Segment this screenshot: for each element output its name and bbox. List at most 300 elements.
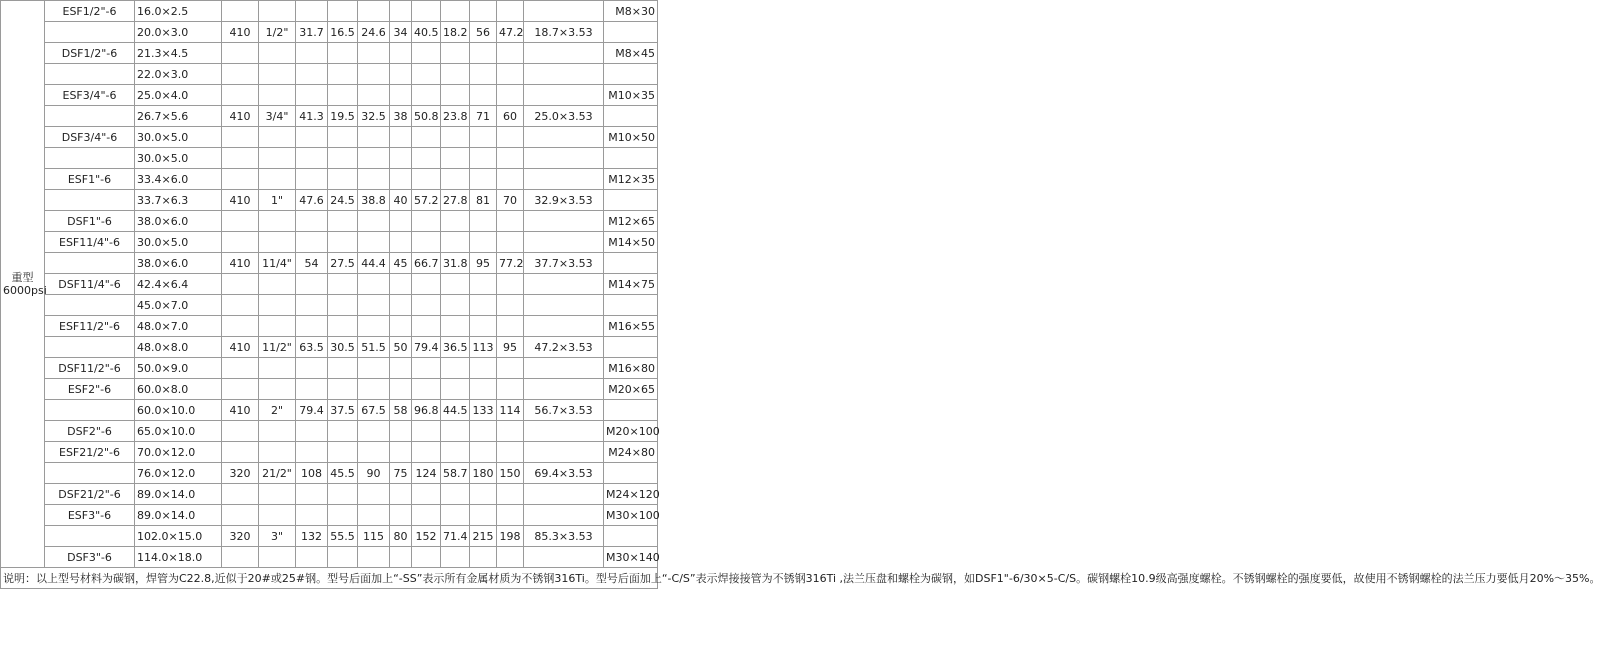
dim-cell [390, 316, 412, 337]
dim-cell [296, 274, 328, 295]
dim-cell [358, 127, 390, 148]
dim-cell: 18.7×3.53 [524, 22, 604, 43]
dim-cell [390, 232, 412, 253]
dim-cell [524, 379, 604, 400]
pipe-size-cell: 33.7×6.3 [135, 190, 222, 211]
pipe-size-cell: 76.0×12.0 [135, 463, 222, 484]
model-cell: DSF3"-6 [45, 547, 135, 568]
table-row [1, 64, 658, 85]
dim-cell: 47.2 [497, 22, 524, 43]
dim-cell [328, 85, 358, 106]
dim-cell [328, 232, 358, 253]
dim-cell [222, 211, 259, 232]
dim-cell: 215 [470, 526, 497, 547]
dim-cell: 40 [390, 190, 412, 211]
dim-cell: 23.8 [441, 106, 470, 127]
dim-cell [296, 316, 328, 337]
dim-cell [222, 64, 259, 85]
dim-cell: 36.5 [441, 337, 470, 358]
dim-cell: 90 [358, 463, 390, 484]
dim-cell [358, 484, 390, 505]
dim-cell: 81 [470, 190, 497, 211]
dim-cell: 25.0×3.53 [524, 106, 604, 127]
dim-cell [497, 211, 524, 232]
model-cell [45, 463, 135, 484]
dim-cell: 3/4" [259, 106, 296, 127]
dim-cell [412, 274, 441, 295]
dim-cell [412, 358, 441, 379]
model-cell: DSF2"-6 [45, 421, 135, 442]
dim-cell [497, 232, 524, 253]
dim-cell [296, 43, 328, 64]
dim-cell: 30.5 [328, 337, 358, 358]
dim-cell: 152 [412, 526, 441, 547]
dim-cell [222, 442, 259, 463]
dim-cell [358, 379, 390, 400]
dim-cell [441, 379, 470, 400]
dim-cell [470, 1, 497, 22]
model-cell [45, 106, 135, 127]
dim-cell [497, 505, 524, 526]
dim-cell [524, 505, 604, 526]
pipe-size-cell: 42.4×6.4 [135, 274, 222, 295]
dim-cell [497, 379, 524, 400]
bolt-cell: M12×65 [604, 211, 658, 232]
dim-cell [328, 484, 358, 505]
dim-cell [524, 274, 604, 295]
dim-cell: 410 [222, 253, 259, 274]
bolt-cell: M20×100 [604, 421, 658, 442]
dim-cell [497, 64, 524, 85]
note-row [1, 568, 658, 589]
table-row [1, 211, 658, 232]
table-row [1, 505, 658, 526]
dim-cell [470, 316, 497, 337]
dim-cell [222, 232, 259, 253]
dim-cell [390, 505, 412, 526]
dim-cell [497, 1, 524, 22]
pipe-size-cell: 70.0×12.0 [135, 442, 222, 463]
dim-cell: 45 [390, 253, 412, 274]
table-row [1, 22, 658, 43]
dim-cell [296, 169, 328, 190]
dim-cell [524, 421, 604, 442]
dim-cell [412, 442, 441, 463]
dim-cell: 56.7×3.53 [524, 400, 604, 421]
dim-cell [390, 148, 412, 169]
dim-cell: 27.8 [441, 190, 470, 211]
dim-cell [390, 421, 412, 442]
bolt-cell [604, 400, 658, 421]
dim-cell [390, 1, 412, 22]
dim-cell [441, 64, 470, 85]
dim-cell: 71.4 [441, 526, 470, 547]
dim-cell [497, 316, 524, 337]
table-row [1, 463, 658, 484]
dim-cell: 54 [296, 253, 328, 274]
dim-cell [358, 148, 390, 169]
dim-cell [524, 547, 604, 568]
dim-cell [222, 484, 259, 505]
dim-cell [524, 211, 604, 232]
dim-cell: 47.2×3.53 [524, 337, 604, 358]
dim-cell [358, 169, 390, 190]
dim-cell [222, 379, 259, 400]
dim-cell [222, 169, 259, 190]
dim-cell: 60 [497, 106, 524, 127]
bolt-cell: M10×35 [604, 85, 658, 106]
dim-cell: 31.8 [441, 253, 470, 274]
dim-cell: 79.4 [412, 337, 441, 358]
model-cell: DSF21/2"-6 [45, 484, 135, 505]
dim-cell [296, 85, 328, 106]
pipe-size-cell: 20.0×3.0 [135, 22, 222, 43]
model-cell [45, 253, 135, 274]
dim-cell [259, 148, 296, 169]
pipe-size-cell: 50.0×9.0 [135, 358, 222, 379]
dim-cell [328, 295, 358, 316]
dim-cell [470, 421, 497, 442]
bolt-cell [604, 22, 658, 43]
dim-cell: 410 [222, 106, 259, 127]
bolt-cell: M16×80 [604, 358, 658, 379]
bolt-cell [604, 337, 658, 358]
dim-cell [470, 169, 497, 190]
dim-cell [328, 547, 358, 568]
pipe-size-cell: 38.0×6.0 [135, 253, 222, 274]
pipe-size-cell: 89.0×14.0 [135, 505, 222, 526]
dim-cell [358, 85, 390, 106]
dim-cell [412, 505, 441, 526]
bolt-cell: M8×45 [604, 43, 658, 64]
dim-cell: 38.8 [358, 190, 390, 211]
dim-cell [259, 421, 296, 442]
dim-cell [259, 379, 296, 400]
dim-cell [296, 421, 328, 442]
dim-cell: 63.5 [296, 337, 328, 358]
dim-cell [358, 421, 390, 442]
dim-cell [328, 505, 358, 526]
dim-cell: 34 [390, 22, 412, 43]
bolt-cell: M20×65 [604, 379, 658, 400]
dim-cell: 410 [222, 337, 259, 358]
model-cell [45, 148, 135, 169]
dim-cell: 37.5 [328, 400, 358, 421]
model-cell: DSF1"-6 [45, 211, 135, 232]
dim-cell [441, 316, 470, 337]
dim-cell: 3" [259, 526, 296, 547]
dim-cell [412, 547, 441, 568]
dim-cell: 71 [470, 106, 497, 127]
dim-cell [328, 127, 358, 148]
table-row [1, 379, 658, 400]
dim-cell [390, 64, 412, 85]
dim-cell [524, 148, 604, 169]
pipe-size-cell: 48.0×8.0 [135, 337, 222, 358]
table-row [1, 169, 658, 190]
dim-cell [441, 421, 470, 442]
dim-cell [441, 358, 470, 379]
dim-cell: 180 [470, 463, 497, 484]
dim-cell [441, 1, 470, 22]
dim-cell [497, 547, 524, 568]
table-row [1, 274, 658, 295]
dim-cell: 55.5 [328, 526, 358, 547]
dim-cell [497, 85, 524, 106]
table-row [1, 1, 658, 22]
dim-cell [222, 127, 259, 148]
dim-cell [412, 421, 441, 442]
dim-cell [259, 295, 296, 316]
pipe-size-cell: 60.0×8.0 [135, 379, 222, 400]
dim-cell [497, 169, 524, 190]
pipe-size-cell: 26.7×5.6 [135, 106, 222, 127]
model-cell: ESF3/4"-6 [45, 85, 135, 106]
dim-cell: 410 [222, 400, 259, 421]
dim-cell [296, 547, 328, 568]
dim-cell [441, 232, 470, 253]
model-cell [45, 64, 135, 85]
dim-cell [470, 484, 497, 505]
bolt-cell: M10×50 [604, 127, 658, 148]
dim-cell: 58.7 [441, 463, 470, 484]
dim-cell [328, 169, 358, 190]
pressure-class-sublabel: 6000psi [3, 284, 47, 297]
model-cell [45, 337, 135, 358]
model-cell: DSF1/2"-6 [45, 43, 135, 64]
dim-cell: 27.5 [328, 253, 358, 274]
dim-cell [412, 316, 441, 337]
table-row [1, 358, 658, 379]
dim-cell: 1/2" [259, 22, 296, 43]
dim-cell: 132 [296, 526, 328, 547]
dim-cell: 38 [390, 106, 412, 127]
model-cell [45, 295, 135, 316]
dim-cell: 32.5 [358, 106, 390, 127]
dim-cell [259, 232, 296, 253]
table-row [1, 232, 658, 253]
dim-cell [328, 316, 358, 337]
dim-cell [412, 1, 441, 22]
dim-cell [497, 295, 524, 316]
dim-cell [296, 148, 328, 169]
dim-cell: 1" [259, 190, 296, 211]
dim-cell: 66.7 [412, 253, 441, 274]
dim-cell [441, 43, 470, 64]
dim-cell [259, 169, 296, 190]
dim-cell: 44.5 [441, 400, 470, 421]
pipe-size-cell: 48.0×7.0 [135, 316, 222, 337]
pipe-size-cell: 60.0×10.0 [135, 400, 222, 421]
bolt-cell: M30×140 [604, 547, 658, 568]
dim-cell [390, 295, 412, 316]
dim-cell: 11/2" [259, 337, 296, 358]
dim-cell: 79.4 [296, 400, 328, 421]
pipe-size-cell: 114.0×18.0 [135, 547, 222, 568]
dim-cell [390, 85, 412, 106]
dim-cell [259, 43, 296, 64]
dim-cell [390, 274, 412, 295]
dim-cell [390, 358, 412, 379]
dim-cell [259, 127, 296, 148]
dim-cell: 44.4 [358, 253, 390, 274]
dim-cell: 124 [412, 463, 441, 484]
dim-cell [470, 85, 497, 106]
dim-cell [222, 421, 259, 442]
pipe-size-cell: 102.0×15.0 [135, 526, 222, 547]
bolt-cell [604, 106, 658, 127]
model-cell [45, 400, 135, 421]
table-row [1, 253, 658, 274]
dim-cell [328, 43, 358, 64]
dim-cell: 70 [497, 190, 524, 211]
dim-cell: 11/4" [259, 253, 296, 274]
dim-cell: 45.5 [328, 463, 358, 484]
dim-cell [497, 274, 524, 295]
note-text: 说明：以上型号材料为碳钢，焊管为C22.8,近似于20#或25#钢。型号后面加上“-SS”表示所有金属材质为不锈钢316Ti。型号后面加上“-C/S”表示焊接接管为不锈钢316Ti ,法兰压盘和螺栓为碳钢，如DSF1"-6/30×5-C/S。碳钢螺栓10.9级高强度螺栓。不锈钢螺栓的强度要低，故使用不锈钢螺栓的法兰压力要低月20%～35%。 [1, 568, 658, 589]
dim-cell [412, 127, 441, 148]
dim-cell [524, 232, 604, 253]
dim-cell: 31.7 [296, 22, 328, 43]
dim-cell [328, 148, 358, 169]
dim-cell [222, 148, 259, 169]
table-row [1, 400, 658, 421]
dim-cell [441, 505, 470, 526]
dim-cell [412, 295, 441, 316]
dim-cell [524, 358, 604, 379]
dim-cell: 113 [470, 337, 497, 358]
bolt-cell: M30×100 [604, 505, 658, 526]
dim-cell [296, 442, 328, 463]
pipe-size-cell: 89.0×14.0 [135, 484, 222, 505]
dim-cell [470, 358, 497, 379]
dim-cell [441, 127, 470, 148]
dim-cell [390, 127, 412, 148]
pipe-size-cell: 25.0×4.0 [135, 85, 222, 106]
dim-cell [412, 148, 441, 169]
table-row [1, 484, 658, 505]
model-cell: ESF3"-6 [45, 505, 135, 526]
dim-cell [441, 169, 470, 190]
model-cell: ESF11/4"-6 [45, 232, 135, 253]
dim-cell: 410 [222, 190, 259, 211]
dim-cell [441, 274, 470, 295]
dim-cell [222, 505, 259, 526]
dim-cell [470, 127, 497, 148]
table-row [1, 148, 658, 169]
dim-cell [259, 1, 296, 22]
dim-cell: 24.6 [358, 22, 390, 43]
pipe-size-cell: 65.0×10.0 [135, 421, 222, 442]
table-row [1, 106, 658, 127]
dim-cell [259, 211, 296, 232]
dim-cell [296, 358, 328, 379]
model-cell: ESF21/2"-6 [45, 442, 135, 463]
dim-cell [259, 64, 296, 85]
dim-cell [259, 274, 296, 295]
dim-cell [358, 316, 390, 337]
table-row [1, 127, 658, 148]
dim-cell: 320 [222, 463, 259, 484]
dim-cell [259, 547, 296, 568]
dim-cell [296, 64, 328, 85]
bolt-cell: M12×35 [604, 169, 658, 190]
dim-cell [259, 85, 296, 106]
dim-cell: 115 [358, 526, 390, 547]
dim-cell: 69.4×3.53 [524, 463, 604, 484]
dim-cell: 58 [390, 400, 412, 421]
dim-cell [358, 43, 390, 64]
model-cell: DSF11/2"-6 [45, 358, 135, 379]
model-cell: DSF11/4"-6 [45, 274, 135, 295]
model-cell [45, 526, 135, 547]
pipe-size-cell: 22.0×3.0 [135, 64, 222, 85]
pipe-size-cell: 30.0×5.0 [135, 148, 222, 169]
dim-cell: 320 [222, 526, 259, 547]
dim-cell [441, 484, 470, 505]
dim-cell [441, 442, 470, 463]
dim-cell: 198 [497, 526, 524, 547]
dim-cell: 96.8 [412, 400, 441, 421]
dim-cell: 80 [390, 526, 412, 547]
pipe-size-cell: 16.0×2.5 [135, 1, 222, 22]
dim-cell [470, 505, 497, 526]
bolt-cell: M14×75 [604, 274, 658, 295]
dim-cell [358, 295, 390, 316]
table-body [1, 1, 1600, 589]
table-row [1, 442, 658, 463]
dim-cell [222, 274, 259, 295]
bolt-cell [604, 148, 658, 169]
dim-cell: 95 [470, 253, 497, 274]
dim-cell [524, 43, 604, 64]
dim-cell [441, 85, 470, 106]
pipe-size-cell: 21.3×4.5 [135, 43, 222, 64]
table-row [1, 526, 658, 547]
dim-cell [412, 211, 441, 232]
dim-cell [524, 64, 604, 85]
model-cell: ESF2"-6 [45, 379, 135, 400]
dim-cell [470, 295, 497, 316]
model-cell: ESF1/2"-6 [45, 1, 135, 22]
dim-cell [390, 547, 412, 568]
dim-cell [390, 484, 412, 505]
dim-cell [222, 295, 259, 316]
bolt-cell: M24×120 [604, 484, 658, 505]
dim-cell: 47.6 [296, 190, 328, 211]
dim-cell [470, 43, 497, 64]
dim-cell [497, 421, 524, 442]
model-cell: DSF3/4"-6 [45, 127, 135, 148]
dim-cell [259, 484, 296, 505]
bolt-cell: M24×80 [604, 442, 658, 463]
dim-cell [358, 274, 390, 295]
pipe-size-cell: 38.0×6.0 [135, 211, 222, 232]
dim-cell [259, 358, 296, 379]
pipe-size-cell: 33.4×6.0 [135, 169, 222, 190]
dim-cell [259, 442, 296, 463]
bolt-cell [604, 295, 658, 316]
dim-cell [470, 274, 497, 295]
dim-cell [390, 211, 412, 232]
dim-cell: 410 [222, 22, 259, 43]
table-row [1, 421, 658, 442]
dim-cell: 51.5 [358, 337, 390, 358]
dim-cell [222, 85, 259, 106]
dim-cell [259, 316, 296, 337]
dim-cell [441, 211, 470, 232]
dim-cell [296, 211, 328, 232]
